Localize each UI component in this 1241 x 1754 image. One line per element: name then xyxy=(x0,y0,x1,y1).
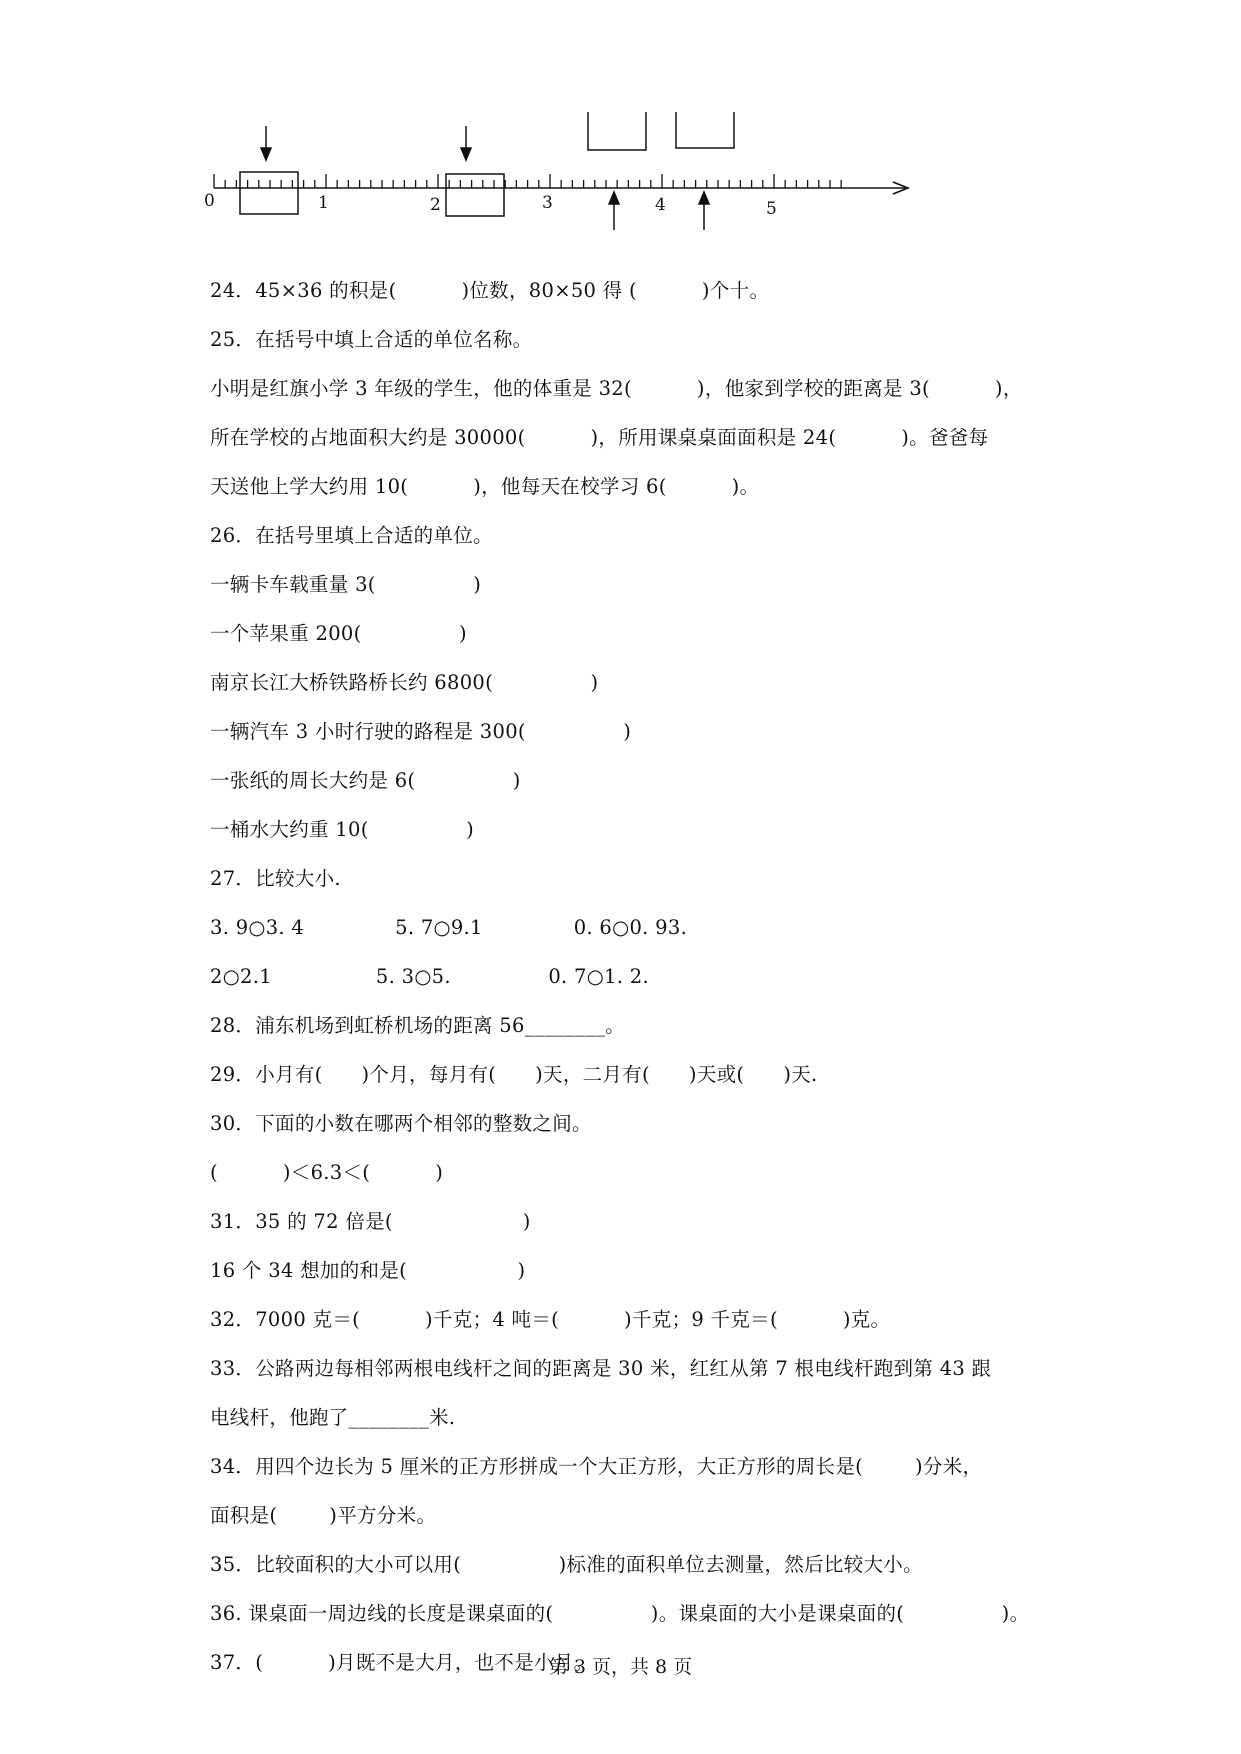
up-arrow-1 xyxy=(609,192,619,230)
answer-box-4[interactable] xyxy=(676,112,734,148)
number-line-label-5: 5 xyxy=(766,199,777,219)
q26-title: 26．在括号里填上合适的单位。 xyxy=(210,524,493,547)
number-line-label-2: 2 xyxy=(430,195,441,215)
q25-line-2: 所在学校的占地面积大约是 30000( )，所用课桌桌面面积是 24( )。爸爸每 xyxy=(210,426,989,449)
q36-line: 36. 课桌面一周边线的长度是课桌面的( )。课桌面的大小是课桌面的( )。 xyxy=(210,1602,1030,1625)
q31-line-2: 16 个 34 想加的和是( ) xyxy=(210,1259,526,1282)
q37-line: 37．( )月既不是大月，也不是小月。 xyxy=(210,1651,594,1674)
q35-line: 35．比较面积的大小可以用( )标准的面积单位去测量，然后比较大小。 xyxy=(210,1553,923,1576)
q26-item-2: 一个苹果重 200( ) xyxy=(210,622,467,645)
q32-line: 32．7000 克＝( )千克；4 吨＝( )千克；9 千克＝( )克。 xyxy=(210,1308,891,1331)
q30-line: ( )＜6.3＜( ) xyxy=(210,1161,444,1184)
up-arrow-2 xyxy=(699,192,709,230)
q25-line-3: 天送他上学大约用 10( )，他每天在校学习 6( )。 xyxy=(210,475,760,498)
q33-line-2: 电线杆，他跑了________米. xyxy=(210,1406,456,1429)
q34-line-1: 34．用四个边长为 5 厘米的正方形拼成一个大正方形，大正方形的周长是( )分米， xyxy=(210,1455,983,1478)
down-arrow-1 xyxy=(261,126,271,160)
q27-row-1: 3. 9○3. 4 5. 7○9.1 0. 6○0. 93. xyxy=(210,916,688,939)
q29-line: 29．小月有( )个月，每月有( )天，二月有( )天或( )天. xyxy=(210,1063,818,1086)
q26-item-5: 一张纸的周长大约是 6( ) xyxy=(210,769,521,792)
q28-line: 28．浦东机场到虹桥机场的距离 56________。 xyxy=(210,1014,625,1037)
number-line-ticks xyxy=(214,174,841,188)
answer-box-1[interactable] xyxy=(240,172,298,214)
q26-item-4: 一辆汽车 3 小时行驶的路程是 300( ) xyxy=(210,720,632,743)
q26-item-6: 一桶水大约重 10( ) xyxy=(210,818,475,841)
answer-box-2[interactable] xyxy=(446,174,504,216)
page-footer: 第 3 页，共 8 页 xyxy=(548,1656,693,1678)
number-line-figure xyxy=(200,112,920,252)
q31-line-1: 31．35 的 72 倍是( ) xyxy=(210,1210,531,1233)
number-line-label-1: 1 xyxy=(318,193,329,213)
number-line-label-3: 3 xyxy=(542,193,553,213)
q25-title: 25．在括号中填上合适的单位名称。 xyxy=(210,328,533,351)
q27-row-2: 2○2.1 5. 3○5. 0. 7○1. 2. xyxy=(210,965,649,988)
q33-line-1: 33．公路两边每相邻两根电线杆之间的距离是 30 米，红红从第 7 根电线杆跑到第 43 跟 xyxy=(210,1357,992,1380)
q34-line-2: 面积是( )平方分米。 xyxy=(210,1504,437,1527)
answer-box-3[interactable] xyxy=(588,112,646,150)
q25-line-1: 小明是红旗小学 3 年级的学生，他的体重是 32( )，他家到学校的距离是 3( )， xyxy=(210,377,1023,400)
down-arrow-2 xyxy=(461,126,471,160)
q26-item-3: 南京长江大桥铁路桥长约 6800( ) xyxy=(210,671,599,694)
question-text-block xyxy=(210,266,1210,1687)
q26-item-1: 一辆卡车载重量 3( ) xyxy=(210,573,482,596)
q27-title: 27．比较大小. xyxy=(210,867,341,890)
q30-title: 30．下面的小数在哪两个相邻的整数之间。 xyxy=(210,1112,592,1135)
number-line-label-4: 4 xyxy=(655,195,666,215)
q24-line: 24．45×36 的积是( )位数，80×50 得 ( )个十。 xyxy=(210,279,770,302)
number-line-label-0: 0 xyxy=(204,191,215,211)
